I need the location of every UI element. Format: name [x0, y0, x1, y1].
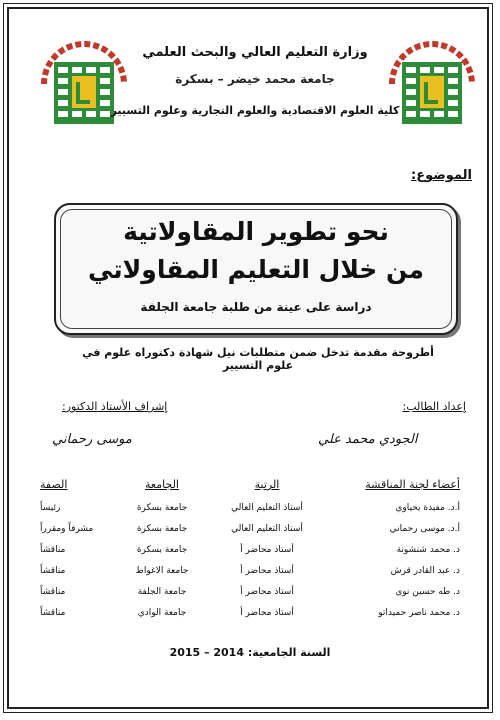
supervisor-name: موسى رحماني [52, 432, 132, 447]
member-university: جامعة الوادي [137, 607, 187, 618]
member-university: جامعة الاغواط [135, 565, 189, 576]
member-rank: أستاذ محاضر أ [240, 607, 294, 618]
academic-year: السنة الجامعية: 2014 – 2015 [169, 646, 331, 659]
supervisor-label: إشراف الأستاذ الدكتور: [62, 400, 168, 413]
member-rank: أستاذ التعليم العالي [231, 502, 303, 513]
ministry-name: وزارة التعليم العالي والبحث العلمي [142, 45, 368, 60]
member-rank: أستاذ محاضر أ [240, 586, 294, 597]
member-university: جامعة بسكرة [136, 502, 188, 513]
member-role: مناقشاً [40, 544, 66, 555]
thesis-title-line1: نحو تطوير المقاولاتية [123, 217, 389, 246]
member-rank: أستاذ التعليم العالي [231, 523, 303, 534]
member-role: مناقشاً [40, 565, 66, 576]
committee-header-row [40, 478, 460, 497]
member-name: د. محمد شنشونة [396, 544, 460, 555]
col-header-name: أعضاء لجنة المناقشة [365, 478, 460, 491]
subject-label: الموضوع: [411, 168, 472, 183]
prepared-by-label: إعداد الطالب: [402, 400, 466, 413]
member-name: د. عبد القادر قرش [390, 565, 460, 576]
table-row [40, 497, 460, 518]
thesis-subtitle: دراسة على عينة من طلبة جامعة الجلفة [140, 300, 372, 314]
table-row [40, 518, 460, 539]
university-logo-right [388, 40, 476, 128]
table-row [40, 602, 460, 623]
member-rank: أستاذ محاضر أ [240, 544, 294, 555]
table-row [40, 581, 460, 602]
student-name: الجودي محمد علي [318, 432, 418, 447]
member-role: رئيساً [40, 502, 61, 513]
member-role: مناقشاً [40, 607, 66, 618]
member-name: د. محمد ناصر حميداتو [378, 607, 460, 618]
title-box [54, 203, 458, 335]
member-university: جامعة الجلفة [137, 586, 187, 597]
member-name: أ.د. مفيدة يحياوي [395, 502, 460, 513]
university-name: جامعة محمد خيضر – بسكرة [175, 72, 335, 86]
member-name: د. طه حسين نوي [395, 586, 460, 597]
thesis-title-line2: من خلال التعليم المقاولاتي [88, 255, 424, 284]
col-header-role: الصفة [40, 478, 68, 491]
member-name: أ.د. موسى رحماني [389, 523, 460, 534]
member-role: مشرفاً ومقرراً [40, 523, 94, 534]
member-university: جامعة بسكرة [136, 523, 188, 534]
committee-table [40, 478, 460, 623]
member-rank: أستاذ محاضر أ [240, 565, 294, 576]
table-row [40, 560, 460, 581]
member-university: جامعة بسكرة [136, 544, 188, 555]
col-header-rank: الرتبة [254, 478, 280, 491]
member-role: مناقشاً [40, 586, 66, 597]
faculty-name: كلية العلوم الاقتصادية والعلوم التجارية وعلوم التسيير [110, 104, 400, 117]
col-header-university: الجامعة [145, 478, 179, 491]
table-row [40, 539, 460, 560]
thesis-note: أطروحة مقدمة تدخل ضمن متطلبات نيل شهادة دكتوراه علوم في علوم التسيير [82, 346, 434, 372]
